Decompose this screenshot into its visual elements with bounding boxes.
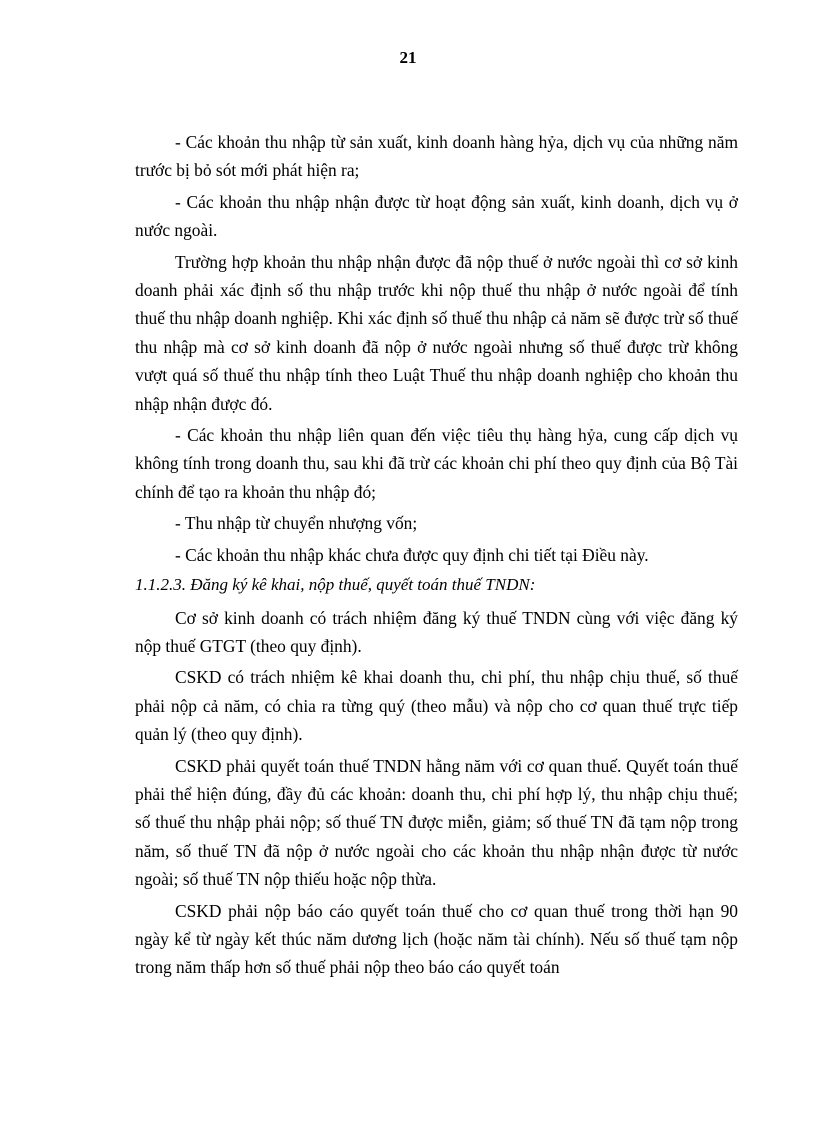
document-body — [135, 128, 738, 982]
paragraph-income-abroad: - Các khoản thu nhập nhận được từ hoạt động sản xuất, kinh doanh, dịch vụ ở nước ngoài. — [135, 191, 738, 241]
paragraph-other-income: - Các khoản thu nhập khác chưa được quy định chi tiết tại Điều này. — [175, 544, 649, 565]
paragraph-tax-declaration: CSKD có trách nhiệm kê khai doanh thu, chi phí, thu nhập chịu thuế, số thuế phải nộp cả năm, có chia ra từng quý (theo mẫu) và nộp cho cơ quan thuế trực tiếp quản lý (theo quy định). — [135, 667, 738, 745]
page-number: 21 — [399, 48, 417, 67]
paragraph-finalization-deadline: CSKD phải nộp báo cáo quyết toán thuế cho cơ quan thuế trong thời hạn 90 ngày kể từ ngày kết thúc năm dương lịch (hoặc năm tài chính). Nếu số thuế tạm nộp trong năm thấp hơn số thuế phải nộp theo báo cáo quyết toán — [135, 900, 738, 978]
paragraph-income-omitted: - Các khoản thu nhập từ sản xuất, kinh doanh hàng hỷa, dịch vụ của những năm trước bị bỏ sót mới phát hiện ra; — [135, 132, 738, 181]
section-heading: 1.1.2.3. Đăng ký kê khai, nộp thuế, quyết toán thuế TNDN: — [135, 575, 536, 595]
paragraph-capital-transfer: - Thu nhập từ chuyển nhượng vốn; — [175, 513, 418, 534]
paragraph-tax-finalization: CSKD phải quyết toán thuế TNDN hằng năm với cơ quan thuế. Quyết toán thuế phải thể hiện đúng, đầy đủ các khoản: doanh thu, chi phí hợp lý, thu nhập chịu thuế; số thuế thu nhập phải nộp; số thuế TN được miễn, giảm; số thuế TN đã tạm nộp trong năm, số thuế TN đã nộp ở nước ngoài cho các khoản thu nhập nhận được từ nước ngoài; số thuế TN nộp thiếu hoặc nộp thừa. — [135, 755, 738, 890]
paragraph-tax-registration: Cơ sở kinh doanh có trách nhiệm đăng ký thuế TNDN cùng với việc đăng ký nộp thuế GTGT (theo quy định). — [135, 607, 738, 656]
paragraph-income-related-sales: - Các khoản thu nhập liên quan đến việc tiêu thụ hàng hỷa, cung cấp dịch vụ không tính trong doanh thu, sau khi đã trừ các khoản chi phí theo quy định của Bộ Tài chính để tạo ra khoản thu nhập đó; — [135, 425, 738, 502]
paragraph-foreign-tax-case: Trường hợp khoản thu nhập nhận được đã nộp thuế ở nước ngoài thì cơ sở kinh doanh phải xác định số thu nhập trước khi nộp thuế thu nhập ở nước ngoài để tính thuế thu nhập doanh nghiệp. Khi xác định số thuế thu nhập cả năm sẽ được trừ số thuế thu nhập mà cơ sở kinh doanh đã nộp ở nước ngoài nhưng số thuế được trừ không vượt quá số thuế thu nhập tính theo Luật Thuế thu nhập doanh nghiệp cho khoản thu nhập nhận được đó. — [135, 251, 738, 414]
